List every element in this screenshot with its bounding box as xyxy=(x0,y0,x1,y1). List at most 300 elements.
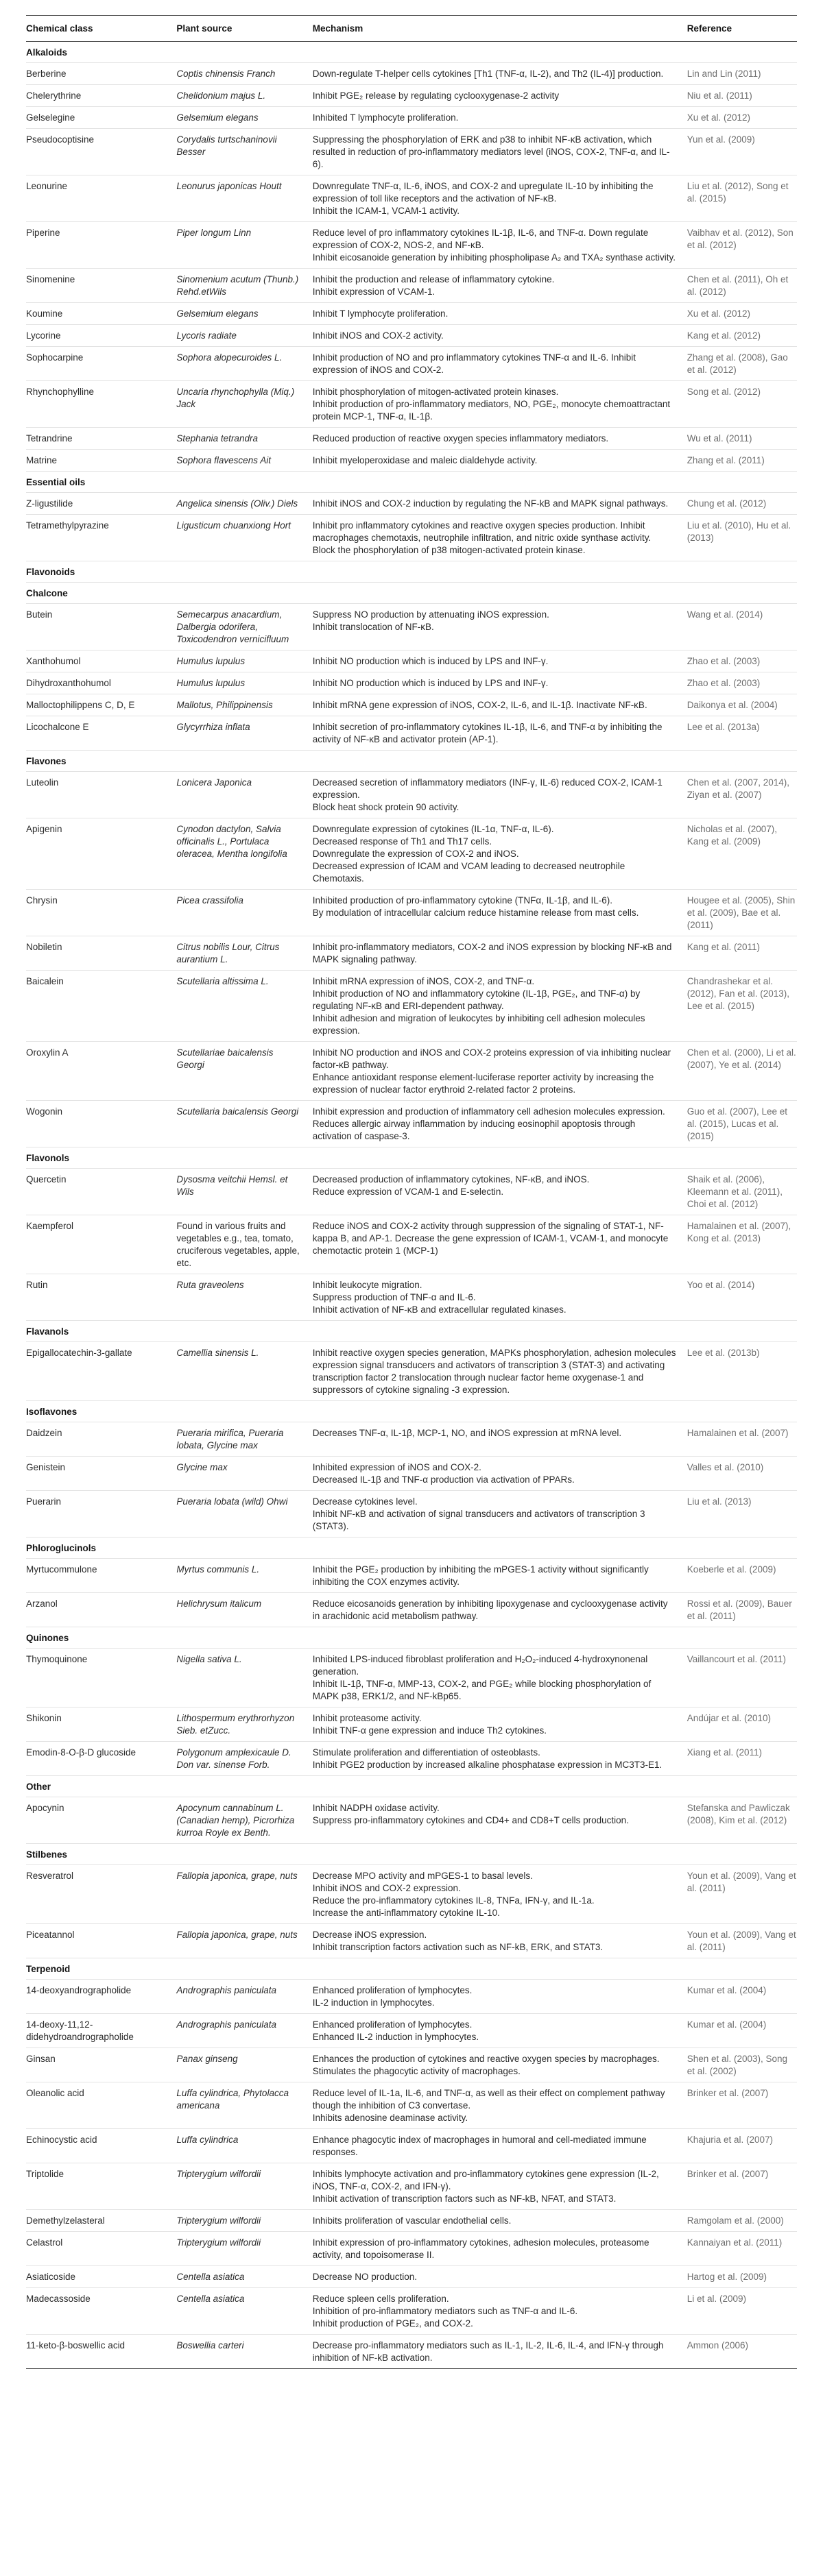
chemical-class-cell: Lycorine xyxy=(26,325,176,347)
mechanism-line: Inhibit activation of transcription factors such as NF-kB, NFAT, and STAT3. xyxy=(312,2194,617,2204)
table-row xyxy=(26,1708,797,1742)
reference-link[interactable]: Chen et al. (2000), Li et al. (2007), Ye et al. (2014) xyxy=(687,1042,797,1101)
mechanism-line: Decrease MPO activity and mPGES-1 to basal levels. xyxy=(312,1871,533,1881)
mechanism-line: Inhibit NO production which is induced by LPS and INF-γ. xyxy=(312,656,549,666)
mechanism-line: Inhibit PGE₂ release by regulating cyclooxygenase-2 activity xyxy=(312,90,560,101)
plant-source-cell: Helichrysum italicum xyxy=(176,1593,312,1627)
mechanism-line: Inhibit activation of NF-κB and extracellular regulated kinases. xyxy=(312,1304,566,1315)
mechanism-line: Inhibition of pro-inflammatory mediators such as TNF-α and IL-6. xyxy=(312,2306,578,2316)
mechanism-cell xyxy=(313,2210,687,2232)
table-row xyxy=(26,818,797,890)
plant-source-cell: Panax ginseng xyxy=(176,2048,312,2082)
reference-link[interactable]: Shaik et al. (2006), Kleemann et al. (2011), Choi et al. (2012) xyxy=(687,1169,797,1215)
reference-link[interactable]: Kumar et al. (2004) xyxy=(687,2014,797,2048)
column-header-reference: Reference xyxy=(687,16,797,42)
section-title: Flavones xyxy=(26,751,797,772)
mechanism-cell xyxy=(313,2335,687,2369)
reference-link[interactable]: Lee et al. (2013b) xyxy=(687,1342,797,1401)
section-title: Terpenoid xyxy=(26,1958,797,1980)
reference-link[interactable]: Chandrashekar et al. (2012), Fan et al. (2013), Lee et al. (2015) xyxy=(687,971,797,1042)
reference-link[interactable]: Rossi et al. (2009), Bauer et al. (2011) xyxy=(687,1593,797,1627)
reference-link[interactable]: Xu et al. (2012) xyxy=(687,107,797,129)
plant-source-cell: Angelica sinensis (Oliv.) Diels xyxy=(176,493,312,515)
chemical-class-cell: Thymoquinone xyxy=(26,1649,176,1708)
section-title: Alkaloids xyxy=(26,47,68,58)
plant-source-cell: Semecarpus anacardium, Dalbergia odorifera, Toxicodendron vernicifluum xyxy=(176,604,312,651)
mechanism-cell xyxy=(313,428,687,450)
reference-link[interactable]: Hougee et al. (2005), Shin et al. (2009), Bae et al. (2011) xyxy=(687,890,797,936)
plant-source-cell: Leonurus japonicas Houtt xyxy=(176,175,312,222)
table-row xyxy=(26,2288,797,2335)
mechanism-line: Inhibited LPS-induced fibroblast proliferation and H₂O₂-induced 4-hydroxynonenal generation. xyxy=(312,1654,648,1677)
section-title: Other xyxy=(26,1776,797,1797)
mechanism-cell xyxy=(313,716,687,751)
plant-source-cell: Coptis chinensis Franch xyxy=(176,63,312,85)
mechanism-cell xyxy=(313,1274,687,1321)
mechanism-line: Enhance phagocytic index of macrophages in humoral and cell-mediated immune responses. xyxy=(312,2135,647,2157)
section-header-row xyxy=(26,1958,797,1980)
mechanism-cell xyxy=(313,450,687,472)
mechanism-line: Reduced production of reactive oxygen species inflammatory mediators. xyxy=(312,433,609,443)
mechanism-cell xyxy=(313,381,687,428)
table-row xyxy=(26,2266,797,2288)
table-row xyxy=(26,890,797,936)
plant-source-cell: Centella asiatica xyxy=(176,2266,312,2288)
chemical-class-cell: Genistein xyxy=(26,1457,176,1491)
mechanism-line: Inhibit the ICAM-1, VCAM-1 activity. xyxy=(312,206,460,216)
chemical-class-cell: Rhynchophylline xyxy=(26,381,176,428)
reference-link[interactable]: Andújar et al. (2010) xyxy=(687,1708,797,1742)
chemical-class-cell: Demethylzelasteral xyxy=(26,2210,176,2232)
mechanism-line: Inhibit IL-1β, TNF-α, MMP-13, COX-2, and PGE₂ while blocking phosphorylation of MAPK p38, ERK1/2, and NF-kBp65. xyxy=(312,1679,652,1701)
mechanism-line: Inhibit production of PGE₂, and COX-2. xyxy=(312,2318,473,2329)
chemical-class-cell: Leonurine xyxy=(26,175,176,222)
table-row xyxy=(26,325,797,347)
chemical-class-cell: Matrine xyxy=(26,450,176,472)
table-row xyxy=(26,1742,797,1776)
mechanism-cell xyxy=(313,1742,687,1776)
mechanism-cell xyxy=(313,694,687,716)
mechanism-line: IL-2 induction in lymphocytes. xyxy=(312,1997,435,2008)
mechanism-cell xyxy=(313,325,687,347)
chemical-class-cell: Quercetin xyxy=(26,1169,176,1215)
table-row xyxy=(26,1274,797,1321)
table-row xyxy=(26,222,797,269)
plant-source-cell: Ruta graveolens xyxy=(176,1274,312,1321)
plant-source-cell: Sophora alopecuroides L. xyxy=(176,347,312,381)
column-header-mechanism: Mechanism xyxy=(313,16,687,42)
table-row xyxy=(26,1593,797,1627)
mechanism-cell xyxy=(313,269,687,303)
plant-source-cell: Andrographis paniculata xyxy=(176,1980,312,2014)
section-header-row xyxy=(26,1147,797,1169)
reference-link[interactable]: Chen et al. (2007, 2014), Ziyan et al. (2007) xyxy=(687,772,797,818)
section-title: Flavanols xyxy=(26,1321,797,1342)
mechanism-line: Enhances the production of cytokines and reactive oxygen species by macrophages. xyxy=(312,2054,660,2064)
plant-source-cell: Sophora flavescens Ait xyxy=(176,450,312,472)
chemical-class-cell: Piperine xyxy=(26,222,176,269)
chemical-class-cell: 14-deoxyandrographolide xyxy=(26,1980,176,2014)
mechanism-line: Inhibit NF-κB and activation of signal transducers and activators of transcription 3 (STAT3). xyxy=(312,1509,645,1531)
chemical-class-cell: Tetramethylpyrazine xyxy=(26,515,176,561)
reference-link[interactable]: Vaillancourt et al. (2011) xyxy=(687,1649,797,1708)
chemical-class-cell: Z-ligustilide xyxy=(26,493,176,515)
section-title: Stilbenes xyxy=(26,1844,797,1865)
section-header-row xyxy=(26,1844,797,1865)
chemical-class-cell: Licochalcone E xyxy=(26,716,176,751)
reference-link[interactable]: Chung et al. (2012) xyxy=(687,493,797,515)
section-header-row xyxy=(26,1401,797,1422)
reference-link[interactable]: Stefanska and Pawliczak (2008), Kim et al. (2012) xyxy=(687,1797,797,1844)
plant-source-cell: Fallopia japonica, grape, nuts xyxy=(176,1865,312,1924)
chemical-class-cell: Piceatannol xyxy=(26,1924,176,1958)
reference-link[interactable]: Guo et al. (2007), Lee et al. (2015), Lucas et al. (2015) xyxy=(687,1101,797,1147)
mechanism-line: Inhibit production of NO and inflammatory cytokine (IL-1β, PGE₂, and TNF-α) by regulating NF-κB and ERI-dependent pathway. xyxy=(312,988,641,1011)
chemical-class-cell: Shikonin xyxy=(26,1708,176,1742)
mechanism-cell xyxy=(313,772,687,818)
table-row xyxy=(26,1797,797,1844)
mechanism-line: Reduce expression of VCAM-1 and E-selectin. xyxy=(312,1187,504,1197)
mechanism-line: Enhanced proliferation of lymphocytes. xyxy=(312,2019,473,2030)
mechanism-cell xyxy=(313,222,687,269)
table-row xyxy=(26,716,797,751)
chemical-class-cell: Myrtucommulone xyxy=(26,1559,176,1593)
chemical-class-cell: Butein xyxy=(26,604,176,651)
mechanism-cell xyxy=(313,2232,687,2266)
table-row xyxy=(26,1924,797,1958)
chemical-class-cell: Malloctophilippens C, D, E xyxy=(26,694,176,716)
mechanism-line: Inhibit NO production and iNOS and COX-2 proteins expression of via inhibiting nuclear factor-κB pathway. xyxy=(312,1047,671,1070)
reference-link[interactable]: Kang et al. (2012) xyxy=(687,325,797,347)
chemical-class-cell: Rutin xyxy=(26,1274,176,1321)
chemical-class-cell: Dihydroxanthohumol xyxy=(26,672,176,694)
section-title: Phloroglucinols xyxy=(26,1538,797,1559)
mechanism-line: Inhibit the PGE₂ production by inhibiting the mPGES-1 activity without significantly inhibiting the COX enzymes activity. xyxy=(312,1564,649,1587)
table-row xyxy=(26,129,797,175)
mechanism-cell xyxy=(313,1042,687,1101)
plant-source-cell: Dysosma veitchii Hemsl. et Wils xyxy=(176,1169,312,1215)
mechanism-cell xyxy=(313,347,687,381)
mechanism-line: Decrease pro-inflammatory mediators such as IL-1, IL-2, IL-6, IL-4, and IFN-γ through inhibition of NF-kB activation. xyxy=(312,2340,664,2363)
table-row xyxy=(26,269,797,303)
mechanism-cell xyxy=(313,1342,687,1401)
mechanism-line: Inhibit NADPH oxidase activity. xyxy=(312,1803,440,1813)
chemical-class-cell: Asiaticoside xyxy=(26,2266,176,2288)
mechanism-cell xyxy=(313,2266,687,2288)
chemical-class-cell: Echinocystic acid xyxy=(26,2129,176,2163)
table-row xyxy=(26,347,797,381)
chemical-class-cell: Xanthohumol xyxy=(26,651,176,672)
table-row xyxy=(26,1491,797,1538)
plant-source-cell: Nigella sativa L. xyxy=(176,1649,312,1708)
reference-link[interactable]: Khajuria et al. (2007) xyxy=(687,2129,797,2163)
mechanism-line: Inhibit proteasome activity. xyxy=(312,1713,422,1723)
reference-link[interactable]: Koeberle et al. (2009) xyxy=(687,1559,797,1593)
plant-source-cell: Chelidonium majus L. xyxy=(176,85,312,107)
reference-link[interactable]: Valles et al. (2010) xyxy=(687,1457,797,1491)
plant-source-cell: Glycine max xyxy=(176,1457,312,1491)
plant-source-cell: Tripterygium wilfordii xyxy=(176,2232,312,2266)
mechanism-cell xyxy=(313,1797,687,1844)
chemical-class-cell: Triptolide xyxy=(26,2163,176,2210)
reference-link[interactable]: Wang et al. (2014) xyxy=(687,604,797,651)
chemical-class-cell: Kaempferol xyxy=(26,1215,176,1274)
reference-link[interactable]: Brinker et al. (2007) xyxy=(687,2163,797,2210)
reference-link[interactable]: Lin and Lin (2011) xyxy=(687,63,797,85)
mechanism-cell xyxy=(313,2288,687,2335)
chemical-class-cell: Daidzein xyxy=(26,1422,176,1457)
plant-source-cell: Humulus lupulus xyxy=(176,672,312,694)
plant-source-cell: Gelsemium elegans xyxy=(176,303,312,325)
mechanism-line: Inhibit iNOS and COX-2 activity. xyxy=(312,330,444,341)
reference-link[interactable]: Liu et al. (2010), Hu et al. (2013) xyxy=(687,515,797,561)
chemical-class-cell: Epigallocatechin-3-gallate xyxy=(26,1342,176,1401)
reference-link[interactable]: Zhao et al. (2003) xyxy=(687,672,797,694)
mechanism-cell xyxy=(313,1491,687,1538)
mechanism-line: Inhibit iNOS and COX-2 expression. xyxy=(312,1883,461,1893)
reference-link[interactable]: Liu et al. (2013) xyxy=(687,1491,797,1538)
mechanism-line: Enhanced proliferation of lymphocytes. xyxy=(312,1985,473,1995)
reference-link[interactable]: Zhang et al. (2011) xyxy=(687,450,797,472)
mechanism-line: Decreases TNF-α, IL-1β, MCP-1, NO, and iNOS expression at mRNA level. xyxy=(312,1428,622,1438)
mechanism-line: Inhibit iNOS and COX-2 induction by regulating the NF-kB and MAPK signal pathways. xyxy=(312,498,669,509)
mechanism-line: Reduce iNOS and COX-2 activity through suppression of the signaling of STAT-1, NF-kappa B, and AP-1. Decrease the gene expression of ICAM-1, VCAM-1, and monocyte chemotactic protein 1 (MCP-1) xyxy=(312,1221,669,1256)
plant-source-cell: Tripterygium wilfordii xyxy=(176,2210,312,2232)
mechanism-cell xyxy=(313,818,687,890)
mechanism-cell xyxy=(313,1593,687,1627)
plant-source-cell: Myrtus communis L. xyxy=(176,1559,312,1593)
table-row xyxy=(26,303,797,325)
mechanism-cell xyxy=(313,2014,687,2048)
reference-link[interactable]: Yun et al. (2009) xyxy=(687,129,797,175)
reference-link[interactable]: Hamalainen et al. (2007) xyxy=(687,1422,797,1457)
mechanism-line: Stimulates the phagocytic activity of macrophages. xyxy=(312,2066,521,2076)
mechanism-line: Block heat shock protein 90 activity. xyxy=(312,802,460,812)
reference-link[interactable]: Yoo et al. (2014) xyxy=(687,1274,797,1321)
section-header-row xyxy=(26,583,797,604)
table-row xyxy=(26,63,797,85)
mechanism-line: Inhibit expression of pro-inflammatory cytokines, adhesion molecules, proteasome activity, and topoisomerase II. xyxy=(312,2237,649,2260)
mechanism-cell xyxy=(313,1457,687,1491)
reference-link[interactable]: Chen et al. (2011), Oh et al. (2012) xyxy=(687,269,797,303)
table-row xyxy=(26,2210,797,2232)
reference-link[interactable]: Kannaiyan et al. (2011) xyxy=(687,2232,797,2266)
mechanism-line: Downregulate the expression of COX-2 and iNOS. xyxy=(312,849,519,859)
reference-link[interactable]: Nicholas et al. (2007), Kang et al. (2009) xyxy=(687,818,797,890)
mechanism-line: Reduce level of IL-1a, IL-6, and TNF-α, as well as their effect on complement pathway though the inhibition of C3 convertase. xyxy=(312,2088,665,2111)
mechanism-cell xyxy=(313,303,687,325)
mechanism-line: Inhibited expression of iNOS and COX-2. xyxy=(312,1462,481,1472)
reference-link[interactable]: Lee et al. (2013a) xyxy=(687,716,797,751)
reference-link[interactable]: Ammon (2006) xyxy=(687,2335,797,2369)
mechanism-cell xyxy=(313,890,687,936)
mechanism-line: Decreased secretion of inflammatory mediators (INF-γ, IL-6) reduced COX-2, ICAM-1 expression. xyxy=(312,777,663,800)
table-row xyxy=(26,1169,797,1215)
plant-source-cell: Luffa cylindrica, Phytolacca americana xyxy=(176,2082,312,2129)
mechanism-cell xyxy=(313,493,687,515)
reference-link[interactable]: Vaibhav et al. (2012), Son et al. (2012) xyxy=(687,222,797,269)
mechanism-line: Inhibit T lymphocyte proliferation. xyxy=(312,308,449,319)
chemical-class-cell: Arzanol xyxy=(26,1593,176,1627)
mechanism-line: Decrease iNOS expression. xyxy=(312,1930,427,1940)
mechanism-cell xyxy=(313,2163,687,2210)
plant-source-cell: Corydalis turtschaninovii Besser xyxy=(176,129,312,175)
plant-source-cell: Scutellaria altissima L. xyxy=(176,971,312,1042)
mechanism-line: Reduce spleen cells proliferation. xyxy=(312,2294,449,2304)
plant-source-cell: Ligusticum chuanxiong Hort xyxy=(176,515,312,561)
table-row xyxy=(26,694,797,716)
plant-source-cell: Luffa cylindrica xyxy=(176,2129,312,2163)
reference-link[interactable]: Zhang et al. (2008), Gao et al. (2012) xyxy=(687,347,797,381)
plant-source-cell: Citrus nobilis Lour, Citrus aurantium L. xyxy=(176,936,312,971)
mechanism-cell xyxy=(313,107,687,129)
mechanism-cell xyxy=(313,1708,687,1742)
section-title: Flavonoids xyxy=(26,561,797,583)
mechanism-cell xyxy=(313,515,687,561)
table-row xyxy=(26,2014,797,2048)
table-row xyxy=(26,604,797,651)
plant-source-cell: Fallopia japonica, grape, nuts xyxy=(176,1924,312,1958)
reference-link[interactable]: Zhao et al. (2003) xyxy=(687,651,797,672)
section-title: Quinones xyxy=(26,1627,797,1649)
chemical-class-cell: Ginsan xyxy=(26,2048,176,2082)
mechanism-line: Reduces allergic airway inflammation by inducing eosinophil apoptosis through activation of caspase-3. xyxy=(312,1119,636,1141)
table-row xyxy=(26,2082,797,2129)
section-header-row xyxy=(26,472,797,493)
reference-link[interactable]: Hartog et al. (2009) xyxy=(687,2266,797,2288)
mechanism-line: Down-regulate T-helper cells cytokines [Th1 (TNF-α, IL-2), and Th2 (IL-4)] production. xyxy=(312,69,664,79)
plant-source-cell: Camellia sinensis L. xyxy=(176,1342,312,1401)
chemical-class-cell: Luteolin xyxy=(26,772,176,818)
mechanism-line: Suppressing the phosphorylation of ERK and p38 to inhibit NF-κB activation, which resulted in reduction of pro-inflammatory mediators level (iNOS, COX-2, TNF-α, and IL-6). xyxy=(312,134,670,169)
table-row xyxy=(26,971,797,1042)
mechanism-line: Block the phosphorylation of p38 mitogen-activated protein kinase. xyxy=(312,545,586,555)
table-row xyxy=(26,1342,797,1401)
mechanism-line: Inhibits proliferation of vascular endothelial cells. xyxy=(312,2215,512,2226)
plant-source-cell: Apocynum cannabinum L. (Canadian hemp), Picrorhiza kurroa Royle ex Benth. xyxy=(176,1797,312,1844)
plant-source-cell: Lithospermum erythrorhyzon Sieb. etZucc. xyxy=(176,1708,312,1742)
table-row xyxy=(26,2232,797,2266)
mechanism-line: Inhibit PGE2 production by increased alkaline phosphatase expression in MC3T3-E1. xyxy=(312,1760,663,1770)
mechanism-cell xyxy=(313,1215,687,1274)
mechanism-cell xyxy=(313,2082,687,2129)
reference-link[interactable]: Xiang et al. (2011) xyxy=(687,1742,797,1776)
mechanism-line: Inhibit expression and production of inflammatory cell adhesion molecules expression. xyxy=(312,1106,665,1117)
table-row xyxy=(26,2129,797,2163)
section-header-row xyxy=(26,751,797,772)
mechanism-line: Inhibits adenosine deaminase activity. xyxy=(312,2113,468,2123)
mechanism-line: Inhibit mRNA expression of iNOS, COX-2, and TNF-α. xyxy=(312,976,535,986)
chemical-class-cell: Oroxylin A xyxy=(26,1042,176,1101)
chemical-class-cell: Emodin-8-O-β-D glucoside xyxy=(26,1742,176,1776)
reference-link[interactable]: Youn et al. (2009), Vang et al. (2011) xyxy=(687,1865,797,1924)
plant-source-cell: Polygonum amplexicaule D. Don var. sinense Forb. xyxy=(176,1742,312,1776)
mechanism-line: Inhibited production of pro-inflammatory cytokine (TNFα, IL-1β, and IL-6). xyxy=(312,895,612,906)
mechanism-line: Inhibit production of pro-inflammatory mediators, NO, PGE₂, monocyte chemoattractant protein MCP-1, TNF-α, IL-1β. xyxy=(312,399,671,422)
table-row xyxy=(26,2163,797,2210)
plant-source-cell: Tripterygium wilfordii xyxy=(176,2163,312,2210)
mechanism-line: Inhibit the production and release of inflammatory cytokine. xyxy=(312,274,555,284)
mechanism-line: Inhibit TNF-α gene expression and induce Th2 cytokines. xyxy=(312,1725,547,1736)
mechanism-line: Inhibit reactive oxygen species generation, MAPKs phosphorylation, adhesion molecules expression signal transducers and activators of transcription 3 (STAT-3) and activating transcription factor 2 translocation through nuclear factor heme oxygenase-1 and suppressors of cytokine signaling -3 expression. xyxy=(312,1348,676,1395)
plant-source-cell: Stephania tetrandra xyxy=(176,428,312,450)
reference-link[interactable]: Shen et al. (2003), Song et al. (2002) xyxy=(687,2048,797,2082)
plant-source-cell: Glycyrrhiza inflata xyxy=(176,716,312,751)
mechanism-line: Inhibit transcription factors activation such as NF-kB, ERK, and STAT3. xyxy=(312,1942,604,1952)
chemical-class-cell: Chelerythrine xyxy=(26,85,176,107)
mechanism-cell xyxy=(313,175,687,222)
reference-link[interactable]: Song et al. (2012) xyxy=(687,381,797,428)
table-row xyxy=(26,107,797,129)
table-row xyxy=(26,1101,797,1147)
mechanism-line: Decrease NO production. xyxy=(312,2272,418,2282)
section-header-row xyxy=(26,1776,797,1797)
plant-source-cell: Gelsemium elegans xyxy=(176,107,312,129)
section-header-row xyxy=(26,1321,797,1342)
reference-link[interactable]: Youn et al. (2009), Vang et al. (2011) xyxy=(687,1924,797,1958)
table-row xyxy=(26,85,797,107)
chemical-class-cell: 11-keto-β-boswellic acid xyxy=(26,2335,176,2369)
reference-link[interactable]: Niu et al. (2011) xyxy=(687,85,797,107)
mechanism-cell xyxy=(313,2129,687,2163)
reference-link[interactable]: Brinker et al. (2007) xyxy=(687,2082,797,2129)
table-row xyxy=(26,2335,797,2369)
table-row xyxy=(26,381,797,428)
mechanism-line: Inhibit production of NO and pro inflammatory cytokines TNF-α and IL-6. Inhibit expression of iNOS and COX-2. xyxy=(312,352,636,375)
mechanism-line: Stimulate proliferation and differentiation of osteoblasts. xyxy=(312,1747,540,1758)
reference-link[interactable]: Hamalainen et al. (2007), Kong et al. (2013) xyxy=(687,1215,797,1274)
mechanism-line: Inhibit secretion of pro-inflammatory cytokines IL-1β, IL-6, and TNF-α by inhibiting the activity of NF-κB and activator protein (AP-1). xyxy=(312,722,663,744)
mechanism-line: Inhibit NO production which is induced by LPS and INF-γ. xyxy=(312,678,549,688)
section-title: Isoflavones xyxy=(26,1401,797,1422)
mechanism-line: Inhibit leukocyte migration. xyxy=(312,1280,422,1290)
plant-source-cell: Uncaria rhynchophylla (Miq.) Jack xyxy=(176,381,312,428)
mechanism-cell xyxy=(313,129,687,175)
mechanism-cell xyxy=(313,2048,687,2082)
table-row xyxy=(26,1649,797,1708)
mechanism-line: By modulation of intracellular calcium reduce histamine release from mast cells. xyxy=(312,908,639,918)
table-row xyxy=(26,772,797,818)
chemical-class-cell: Sinomenine xyxy=(26,269,176,303)
mechanism-cell xyxy=(313,1422,687,1457)
mechanism-line: Inhibit phosphorylation of mitogen-activated protein kinases. xyxy=(312,387,559,397)
mechanism-cell xyxy=(313,1649,687,1708)
mechanism-line: Inhibit mRNA gene expression of iNOS, COX-2, IL-6, and IL-1β. Inactivate NF-κB. xyxy=(312,700,647,710)
mechanism-cell xyxy=(313,1924,687,1958)
table-row xyxy=(26,1980,797,2014)
mechanism-line: Inhibit myeloperoxidase and maleic dialdehyde activity. xyxy=(312,455,538,465)
reference-link[interactable]: Wu et al. (2011) xyxy=(687,428,797,450)
chemical-class-cell: Sophocarpine xyxy=(26,347,176,381)
reference-link[interactable]: Kumar et al. (2004) xyxy=(687,1980,797,2014)
chemical-class-cell: Tetrandrine xyxy=(26,428,176,450)
reference-link[interactable]: Kang et al. (2011) xyxy=(687,936,797,971)
chemical-class-cell: Resveratrol xyxy=(26,1865,176,1924)
plant-source-cell: Picea crassifolia xyxy=(176,890,312,936)
reference-link[interactable]: Ramgolam et al. (2000) xyxy=(687,2210,797,2232)
column-header-plant-source: Plant source xyxy=(176,16,312,42)
chemical-class-cell: Baicalein xyxy=(26,971,176,1042)
reference-link[interactable]: Li et al. (2009) xyxy=(687,2288,797,2335)
reference-link[interactable]: Liu et al. (2012), Song et al. (2015) xyxy=(687,175,797,222)
plant-source-cell: Found in various fruits and vegetables e.g., tea, tomato, cruciferous vegetables, apple, etc. xyxy=(176,1215,312,1274)
reference-link[interactable]: Xu et al. (2012) xyxy=(687,303,797,325)
reference-link[interactable]: Daikonya et al. (2004) xyxy=(687,694,797,716)
chemical-class-cell: Celastrol xyxy=(26,2232,176,2266)
mechanism-line: Reduce the pro-inflammatory cytokines IL-8, TNFa, IFN-γ, and IL-1a. xyxy=(312,1895,595,1906)
table-row xyxy=(26,515,797,561)
mechanism-line: Inhibits lymphocyte activation and pro-inflammatory cytokines gene expression (IL-2, iNOS, TNF-α, COX-2, and IFN-γ). xyxy=(312,2169,659,2191)
